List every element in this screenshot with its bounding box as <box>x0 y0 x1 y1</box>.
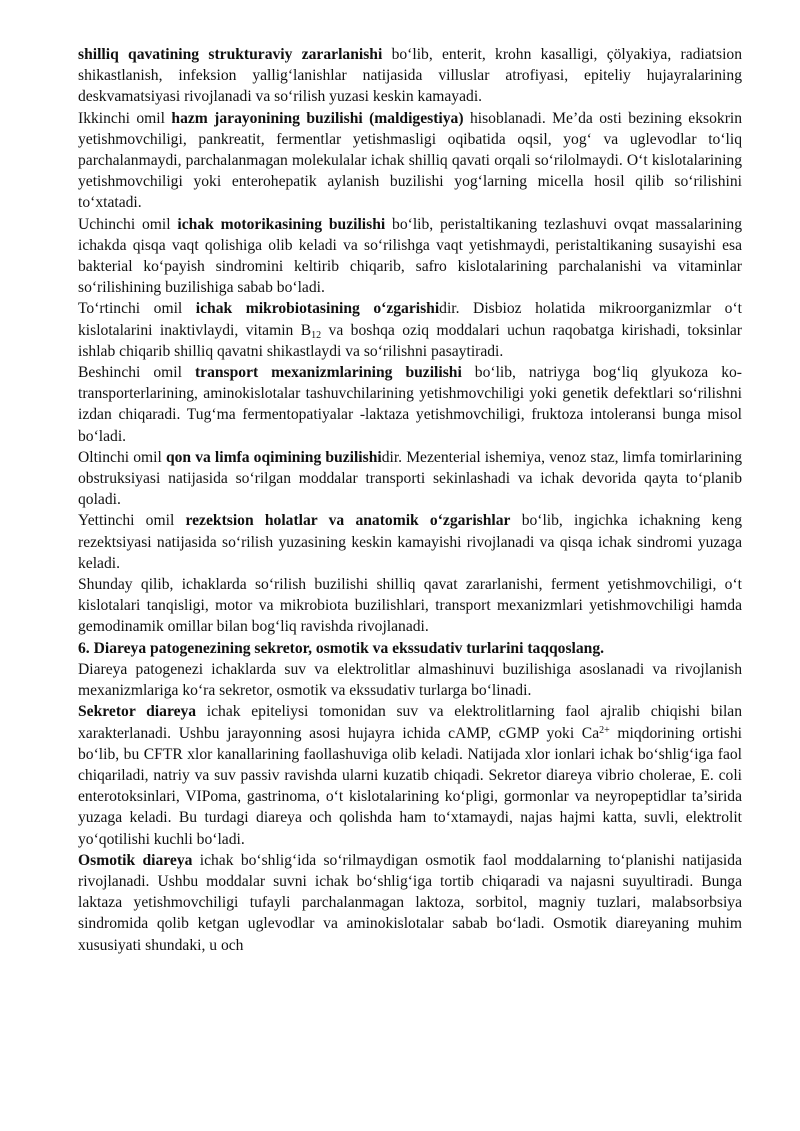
text-run: miqdorining ortishi bo‘lib, bu CFTR xlor kanallarining faollashuviga olib keladi. Natijada xlor ionlari ichak bo‘shlig‘iga faol chiqariladi, natriy va suv passiv ravishda ularni kuzatib chiqadi. Sekretor diareya vibrio cholerae, E. coli enterotoksinlari, VIPoma, gastrinoma, o‘t kislotalarining ko‘pligi, gormonlar va neyropeptidlar ta’sirida yuzaga keladi. Bu turdagi diareya och qolishda ham to‘xtamaydi, najas hajmi katta, suvli, elektrolit yo‘qotilishi kuchli bo‘ladi. <box>78 724 742 848</box>
bold-term: Osmotik diareya <box>78 851 193 869</box>
text-run: Oltinchi omil <box>78 448 166 466</box>
bold-term: shilliq qavatining strukturaviy zararlanishi <box>78 46 383 63</box>
text-run: Ikkinchi omil <box>78 109 172 127</box>
text-run: Uchinchi omil <box>78 215 178 233</box>
text-run: bo‘lib, natriyga bog‘liq glyukoza ko-transporterlarining, aminokislotalar tashuvchilarining yetishmovchiligi yoki genetik defektlari so‘rilishni izdan chiqaradi. Tug‘ma fermentopatiyalar -laktaza yetishmovchiligi, fruktoza intoleransi bunga misol bo‘ladi. <box>78 364 742 445</box>
paragraph-p3 <box>78 214 742 299</box>
bold-term: ichak mikrobiotasining o‘zgarishi <box>195 300 440 318</box>
bold-term: 6. Diareya patogenezining sekretor, osmotik va ekssudativ turlarini taqqoslang. <box>78 639 605 657</box>
bold-term: ichak motorikasining buzilishi <box>177 215 386 233</box>
bold-term: qon va limfa oqimining buzilishi <box>165 448 382 466</box>
paragraph-p7 <box>78 510 742 574</box>
text-run: bo‘lib, enterit, krohn kasalligi, çölyakiya, radiatsion shikastlanish, infeksion yallig‘lanishlar natijasida villuslar atrofiyasi, epiteliy hujayralarining deskvamatsiyasi rivojlanadi va so‘rilish yuzasi keskin kamayadi. <box>78 46 742 106</box>
text-run: dir. Disbioz holatida mikroorganizmlar o‘t kislotalarini inaktivlaydi, vitamin B <box>78 300 742 339</box>
paragraph-p12 <box>78 850 742 956</box>
text-run: Diareya patogenezi ichaklarda suv va elektrolitlar almashinuvi buzilishiga asoslanadi va rivojlanish mexanizmlariga ko‘ra sekretor, osmotik va ekssudativ turlarga bo‘linadi. <box>78 660 742 700</box>
text-run: ichak bo‘shlig‘ida so‘rilmaydigan osmotik faol moddalarning to‘planishi natijasida rivojlanadi. Ushbu moddalar suvni ichak bo‘shlig‘iga tortib chiqaradi va najasni suyultiradi. Bunga laktaza yetishmovchiligi tufayli parchalanmagan laktoza, sorbitol, magniy tuzlari, malabsorbsiya sindromida qolib ketgan uglevodlar va aminokislotalar sabab bo‘ladi. Osmotik diareyaning muhim xususiyati shundaki, u och <box>78 851 742 954</box>
text-run: Yettinchi omil <box>78 512 186 530</box>
text-run: bo‘lib, ingichka ichakning keng rezektsiyasi natijasida so‘rilish yuzasining keskin kamayishi rivojlanadi va qisqa ichak sindromi yuzaga keladi. <box>78 512 742 572</box>
text-run: va boshqa oziq moddalari uchun raqobatga kirishadi, toksinlar ishlab chiqarib shilliq qavatni shikastlaydi va so‘rilishni pasaytiradi. <box>78 321 742 360</box>
paragraph-p10 <box>78 659 742 701</box>
text-run: Beshinchi omil <box>78 364 195 382</box>
document-body <box>78 44 742 956</box>
text-run: dir. Mezenterial ishemiya, venoz staz, limfa tomirlarining obstruksiyasi natijasida so‘rilgan moddalar transporti sekinlashadi va ichak devorida qayta to‘planib qoladi. <box>78 448 742 509</box>
text-run: To‘rtinchi omil <box>78 300 196 318</box>
paragraph-p6 <box>78 447 742 511</box>
text-run: Shunday qilib, ichaklarda so‘rilish buzilishi shilliq qavat zararlanishi, ferment yetishmovchiligi, o‘t kislotalari tanqisligi, motor va mikrobiota buzilishlari, transport mexanizmlari yetishmovchiligi hamda gemodinamik omillar bilan bog‘liq ravishda rivojlanadi. <box>78 576 742 636</box>
bold-term: Sekretor diareya <box>78 703 197 721</box>
paragraph-p2 <box>78 108 742 214</box>
section-heading <box>78 638 742 659</box>
bold-term: hazm jarayonining buzilishi (maldigestiya) <box>171 109 464 127</box>
paragraph-p8 <box>78 574 742 638</box>
paragraph-p11 <box>78 701 742 849</box>
bold-term: transport mexanizmlarining buzilishi <box>194 364 462 382</box>
bold-term: rezektsion holatlar va anatomik o‘zgarishlar <box>185 512 511 530</box>
superscript: 2+ <box>599 724 610 736</box>
text-run: hisoblanadi. Me’da osti bezining eksokrin yetishmovchiligi, pankreatit, fermentlar yetishmasligi oqibatida oqsil, yog‘ va uglevodlar to‘liq parchalanmaydi, parchalanmagan molekulalar ichak shilliq qavati orqali so‘rilolmaydi. O‘t kislotalarining yetishmovchiligi yoki enterohepatik aylanish buzilishi yog‘larning micella hosil qilib so‘rilishini to‘xtatadi. <box>78 109 743 212</box>
paragraph-p1 <box>78 44 742 108</box>
paragraph-p4 <box>78 298 742 362</box>
subscript: 12 <box>311 329 322 341</box>
paragraph-p5 <box>78 362 742 447</box>
text-run: ichak epiteliysi tomonidan suv va elektrolitlarning faol ajralib chiqishi bilan xarakterlanadi. Ushbu jarayonning asosi hujayra ichida cAMP, cGMP yoki Ca <box>78 703 742 742</box>
text-run: bo‘lib, peristaltikaning tezlashuvi ovqat massalarining ichakda qisqa vaqt qolishiga olib keladi va so‘rilishga vaqt yetishmaydi, peristaltikaning susayishi esa bakterial ko‘payish sindromini keltirib chiqarib, safro kislotalarining parchalanishi va vitaminlar so‘rilishining buzilishiga sabab bo‘ladi. <box>78 215 742 297</box>
